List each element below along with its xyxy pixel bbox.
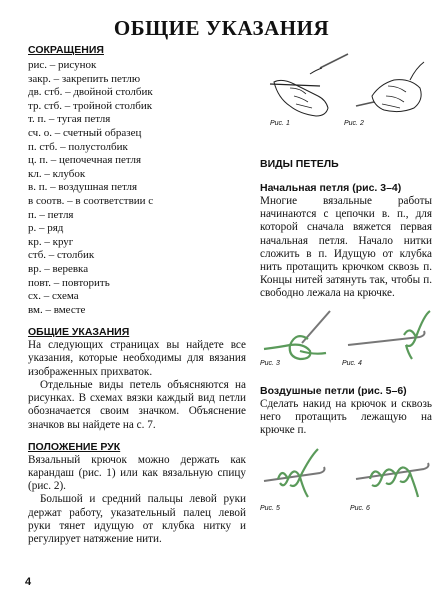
abbreviations-list [28,59,246,317]
start-loop-heading: Начальная петля (рис. 3–4) [260,182,402,194]
abbreviation-item: в соотв. – в соответствии с [28,194,154,207]
abbreviation-item: в. п. – воздушная петля [28,181,138,194]
abbreviation-item: т. п. – тугая петля [28,113,111,126]
abbreviation-item: вр. – веревка [28,262,89,275]
figure-caption-5: Рис. 5 [260,505,280,513]
hand-paragraph-1: Вязальный крючок можно держать как карандаш (рис. 1) или как вязальную спицу (рис. 2). [28,453,246,493]
abbreviation-item: сч. о. – счетный образец [28,126,142,139]
start-loop-illustration [260,309,432,361]
abbreviation-item: кр. – круг [28,235,74,248]
abbreviation-item: п. стб. – полустолбик [28,140,128,153]
left-column [28,44,246,546]
page-title: ОБЩИЕ УКАЗАНИЯ [113,16,330,40]
figure-caption-6: Рис. 6 [350,505,370,513]
loop-types-heading: ВИДЫ ПЕТЕЛЬ [260,158,339,170]
chain-loop-heading: Воздушные петли (рис. 5–6) [260,384,407,397]
abbreviation-item: р. – ряд [28,222,64,235]
right-column [260,44,432,517]
start-loop-text: Многие вязальные работы начинаются с цепочки в. п., для которой сначала вяжется первая начальная петля. Начало нитки сложить в п. Идущую от клубка нить протащить крючком сквозь п. Концы нитей затянуть так, чтобы п. свободно лежала на крючке. [260,195,432,300]
figure-caption-1: Рис. 1 [270,120,290,127]
figures-3-4 [260,309,432,371]
abbreviation-item: п. – петля [28,208,74,221]
hand-paragraph-2: Большой и средний пальцы левой руки держат работу, указательный палец левой руки тянет идущую от клубка нитку и регулирует натяжение нити. [28,493,246,545]
abbreviation-item: повт. – повторить [28,276,110,289]
general-heading: ОБЩИЕ УКАЗАНИЯ [28,326,130,339]
chain-loop-text: Сделать накид на крючок и сквозь него протащить лежащую на крючке п. [260,397,432,437]
abbreviations-heading: СОКРАЩЕНИЯ [28,44,104,56]
figures-1-2 [260,44,432,136]
hand-holding-hook-illustration [260,44,432,124]
abbreviation-item: закр. – закрепить петлю [28,72,141,85]
hand-position-heading: ПОЛОЖЕНИЕ РУК [28,440,121,453]
figures-5-6 [260,445,432,517]
page-number: 4 [25,576,32,588]
abbreviation-item: дв. стб. – двойной столбик [28,86,153,99]
abbreviation-item: стб. – столбик [28,249,95,262]
abbreviation-item: рис. – рисунок [28,59,97,71]
chain-loop-illustration [260,445,432,505]
abbreviation-item: вм. – вместе [28,303,86,316]
abbreviation-item: тр. стб. – тройной столбик [28,99,153,112]
figure-caption-3: Рис. 3 [260,359,280,367]
abbreviation-item: кл. – клубок [28,167,86,180]
abbreviation-item: ц. п. – цепочечная петля [28,154,141,167]
figure-caption-4: Рис. 4 [342,359,362,367]
figure-caption-2: Рис. 2 [344,120,364,127]
general-paragraph-1: На следующих страницах вы найдете все указания, которые необходимы для вязания изображенных прихваток. [28,339,246,378]
general-paragraph-2: Отдельные виды петель объясняются на рисунках. В схемах вязки каждый вид петли обозначается своим значком. Объяснение значков вы найдете на с. 7. [28,378,246,431]
abbreviation-item: сх. – схема [28,290,79,303]
